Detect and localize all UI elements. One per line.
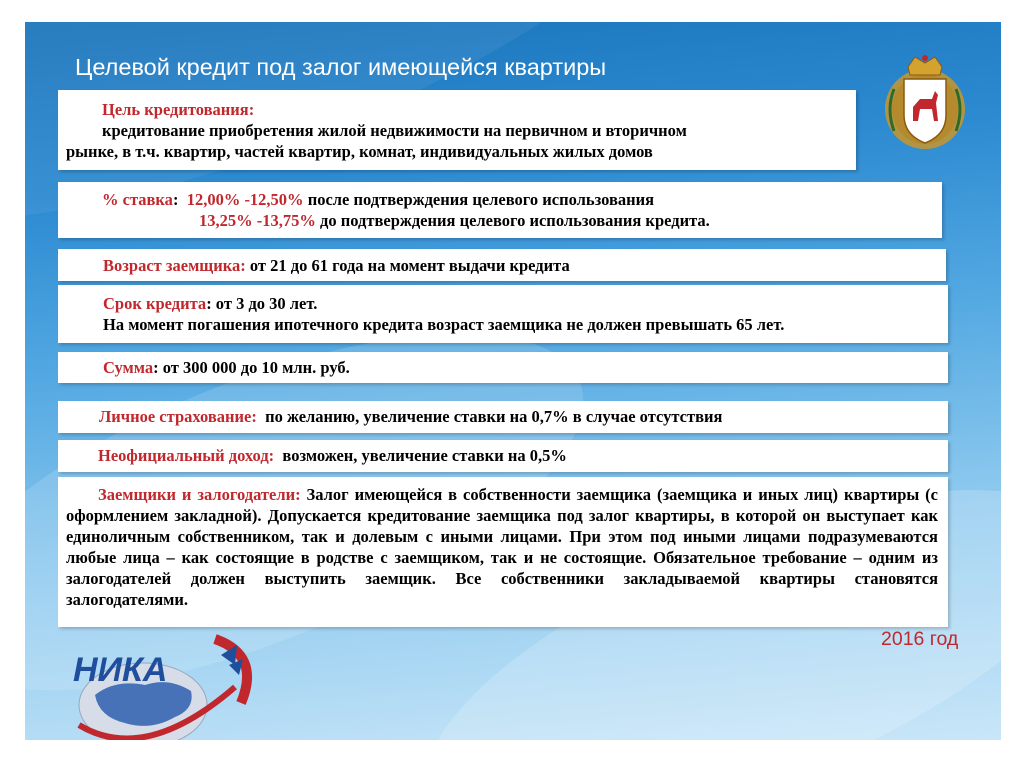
pledgers-text: Залог имеющейся в собственности заемщика (заемщика и иных лиц) квартиры (с оформлением закладной). Допускается кредитование заемщика под залог квартиры, в которой он выступает как единоличным собственником, так и долевым с иными лицами. При этом под иными лицами подразумеваются любые лица – как состоящие в родстве с заемщиком, так и не состоящие. Обязательное требование – одним из залогодателей должен выступить заемщик. Все собственники закладываемой квартиры становятся залогодателями. <box>66 485 939 609</box>
term-label: Срок кредита <box>103 294 207 313</box>
insurance-label: Личное страхование: <box>99 407 257 426</box>
pledgers-box <box>58 477 948 627</box>
coat-of-arms-icon <box>880 49 970 153</box>
age-label: Возраст заемщика: <box>103 256 246 275</box>
rate-value-confirmed: 12,00% -12,50% <box>186 190 304 209</box>
page-title: Целевой кредит под залог имеющейся квартиры <box>75 54 607 80</box>
insurance-text: по желанию, увеличение ставки на 0,7% в случае отсутствия <box>265 407 723 426</box>
rate-label: % ставка <box>102 190 173 209</box>
slide <box>25 22 1001 740</box>
goal-box <box>58 90 856 170</box>
goal-text-line2: рынке, в т.ч. квартир, частей квартир, комнат, индивидуальных жилых домов <box>66 142 653 161</box>
term-box <box>58 285 948 343</box>
age-text: от 21 до 61 года на момент выдачи кредита <box>249 256 570 275</box>
income-text: возможен, увеличение ставки на 0,5% <box>282 446 567 465</box>
pledgers-label: Заемщики и залогодатели: <box>98 485 301 504</box>
income-box <box>58 440 948 472</box>
amount-label: Сумма <box>103 358 154 377</box>
term-text: : от 3 до 30 лет. <box>206 294 318 313</box>
rate-text-confirmed: после подтверждения целевого использования <box>307 190 655 209</box>
rate-text-unconfirmed: до подтверждения целевого использования кредита. <box>320 211 710 230</box>
goal-text-line1: кредитование приобретения жилой недвижимости на первичном и вторичном <box>102 121 687 140</box>
amount-text: : от 300 000 до 10 млн. руб. <box>153 358 350 377</box>
income-label: Неофициальный доход: <box>98 446 275 465</box>
term-note: На момент погашения ипотечного кредита возраст заемщика не должен превышать 65 лет. <box>103 315 785 334</box>
rate-value-unconfirmed: 13,25% -13,75% <box>199 211 316 230</box>
insurance-box <box>58 401 948 433</box>
goal-label: Цель кредитования: <box>102 100 255 119</box>
age-box <box>58 249 946 281</box>
nika-logo <box>65 625 275 740</box>
rate-colon: : <box>172 190 179 209</box>
amount-box <box>58 352 948 383</box>
logo-text: НИКА <box>73 651 168 689</box>
rate-box <box>58 182 942 238</box>
year-label: 2016 год <box>881 628 959 650</box>
